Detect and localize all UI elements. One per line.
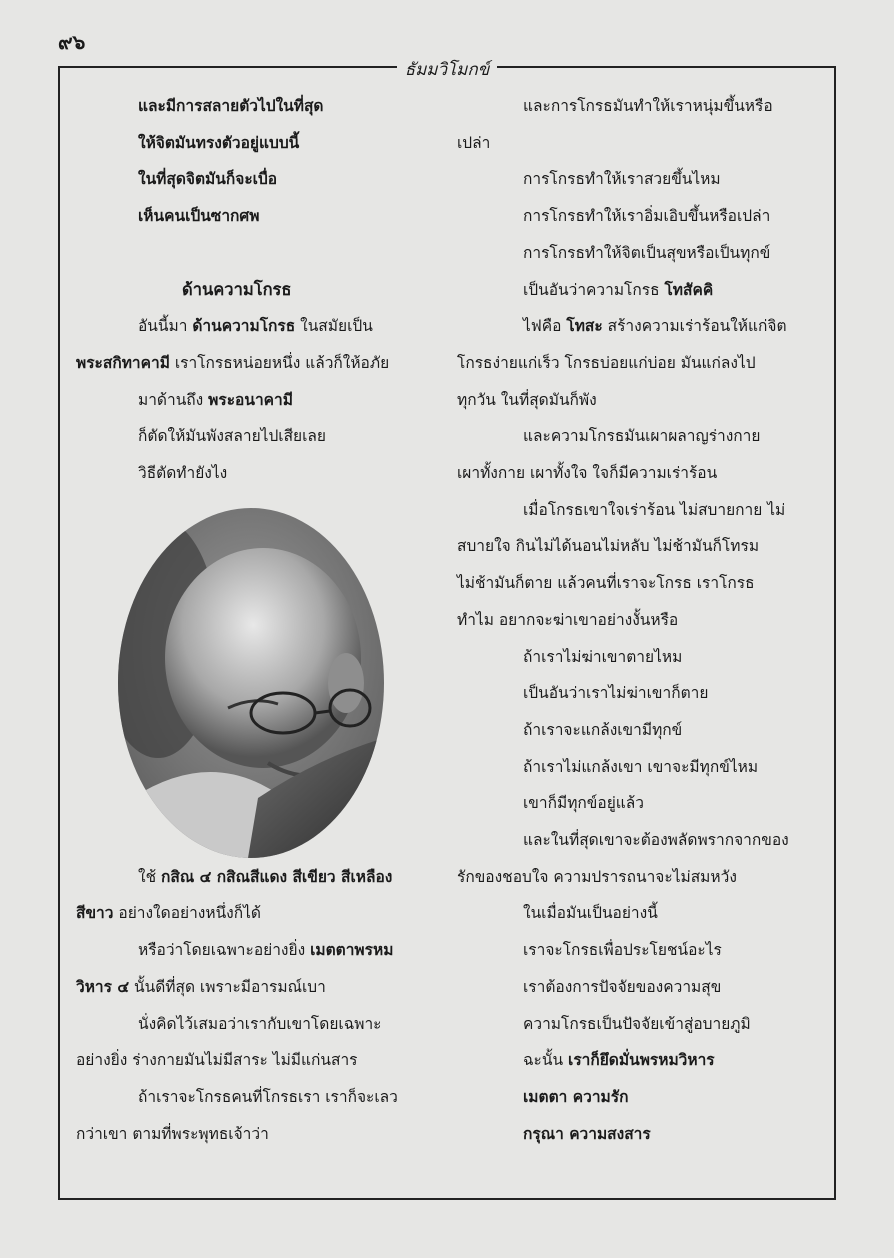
blank-line [76,235,436,272]
text-span: ไฟคือ [523,317,567,336]
right-column-line: ไม่ช้ามันก็ตาย แล้วคนที่เราจะโกรธ เราโกรธ [457,574,755,593]
bold-phrase: โทสัคคิ [664,280,714,299]
right-column-line: และความโกรธมันเผาผลาญร่างกาย [523,427,761,446]
right-column-line: และการโกรธมันทำให้เราหนุ่มขึ้นหรือ [523,97,773,115]
left-column-line: กว่าเขา ตามที่พระพุทธเจ้าว่า [76,1124,269,1143]
right-column-line: เปล่า [457,133,491,152]
bold-phrase: พระอนาคามี [208,390,293,409]
right-column-line: เราต้องการปัจจัยของความสุข [523,977,722,996]
right-column-line [457,308,819,345]
left-column-line: เห็นคนเป็นซากศพ [138,207,260,226]
bold-phrase: โทสะ [566,317,603,336]
text-span: ในสมัยเป็น [295,317,373,336]
text-span: นั้นดีที่สุด เพราะมีอารมณ์เบา [129,977,326,996]
text-span: เป็นอันว่าความโกรธ [523,280,665,299]
right-column-line [457,1079,819,1116]
right-column-line: เมื่อโกรธเขาใจเร่าร้อน ไม่สบายกาย ไม่ [523,500,786,519]
right-column-line: การโกรธทำให้เราอิ่มเอิบขึ้นหรือเปล่า [523,207,771,226]
bold-phrase: กสิณ ๔ กสิณสีแดง สีเขียว สีเหลือง [161,867,393,886]
right-column-line: โกรธง่ายแก่เร็ว โกรธบ่อยแก่บ่อย มันแก่ลงไป [457,353,756,372]
portrait-image [118,508,384,858]
running-head [0,56,894,83]
right-column-line: การโกรธทำให้เราสวยขึ้นไหม [523,170,721,189]
left-column-line: อย่างยิ่ง ร่างกายมันไม่มีสาระ ไม่มีแก่นสาร [76,1051,358,1070]
right-column-line: เป็นอันว่าเราไม่ฆ่าเขาก็ตาย [523,684,709,703]
text-span: อย่างใดอย่างหนึ่งก็ได้ [113,904,261,923]
bold-phrase: กรุณา ความสงสาร [523,1124,651,1143]
left-column-line: ในที่สุดจิตมันก็จะเบื่อ [138,170,278,189]
bold-phrase: วิหาร ๔ [76,977,130,996]
right-column-line: และในที่สุดเขาจะต้องพลัดพรากจากของ [523,831,789,850]
left-column-line: ถ้าเราจะโกรธคนที่โกรธเรา เราก็จะเลว [138,1087,398,1106]
right-column-line: ทุกวัน ในที่สุดมันก็พัง [457,390,597,409]
text-span: ฉะนั้น [523,1051,569,1070]
left-column-line: วิธีตัดทำยังไง [138,464,228,483]
right-column-line [457,1116,819,1153]
running-head-title: ธัมมวิโมกข์ [397,60,498,80]
left-column-line [76,308,436,345]
right-column-line [457,1042,819,1079]
text-span: ใช้ [138,867,162,886]
left-column-line [76,345,436,382]
right-column-line: ถ้าเราจะแกล้งเขามีทุกข์ [523,720,683,739]
right-column-line: ถ้าเราไม่แกล้งเขา เขาจะมีทุกข์ไหม [523,757,759,776]
bold-phrase: พระสกิทาคามี [76,353,170,372]
right-column-line: เขาก็มีทุกข์อยู่แล้ว [523,794,644,813]
right-column-line: การโกรธทำให้จิตเป็นสุขหรือเป็นทุกข์ [523,243,771,262]
bold-phrase: เราก็ยึดมั่นพรหมวิหาร [568,1051,715,1070]
section-heading: ด้านความโกรธ [182,279,292,299]
bold-phrase: สีขาว [76,904,114,923]
text-span: สร้างความเร่าร้อนให้แก่จิต [602,317,787,336]
right-column-line: รักของชอบใจ ความปรารถนาจะไม่สมหวัง [457,867,737,886]
monk-portrait-photo [118,508,384,858]
right-column-line: ทำไม อยากจะฆ่าเขาอย่างงั้นหรือ [457,610,679,629]
right-column-line: ถ้าเราไม่ฆ่าเขาตายไหม [523,647,683,666]
left-column-line: นั่งคิดไว้เสมอว่าเรากับเขาโดยเฉพาะ [138,1014,382,1033]
right-column-line: สบายใจ กินไม่ได้นอนไม่หลับ ไม่ช้ามันก็โทรม [457,537,760,556]
text-span: หรือว่าโดยเฉพาะอย่างยิ่ง [138,941,311,960]
left-column-line [76,932,436,969]
right-column [457,88,819,1152]
left-column-line: และมีการสลายตัวไปในที่สุด [138,97,324,115]
right-column-line: ความโกรธเป็นปัจจัยเข้าสู่อบายภูมิ [523,1014,751,1033]
bold-phrase: ด้านความโกรธ [192,317,296,336]
left-column-line: ให้จิตมันทรงตัวอยู่แบบนี้ [138,133,300,152]
right-column-line: เราจะโกรธเพื่อประโยชน์อะไร [523,941,722,960]
right-column-line [457,272,819,309]
left-column-line [76,895,436,932]
text-span: มาด้านถึง [138,390,209,409]
bold-phrase: เมตตา ความรัก [523,1087,629,1106]
left-column-line [76,859,436,896]
text-span: อันนี้มา [138,317,193,336]
page-number: ๙๖ [58,30,86,54]
left-column-line: ก็ตัดให้มันพังสลายไปเสียเลย [138,427,326,446]
bold-phrase: เมตตาพรหม [310,941,394,960]
right-column-line: เผาทั้งกาย เผาทั้งใจ ใจก็มีความเร่าร้อน [457,464,718,483]
text-span: เราโกรธหน่อยหนึ่ง แล้วก็ให้อภัย [169,353,390,372]
right-column-line: ในเมื่อมันเป็นอย่างนี้ [523,904,658,923]
left-column-line [76,969,436,1006]
left-column-line [76,382,436,419]
